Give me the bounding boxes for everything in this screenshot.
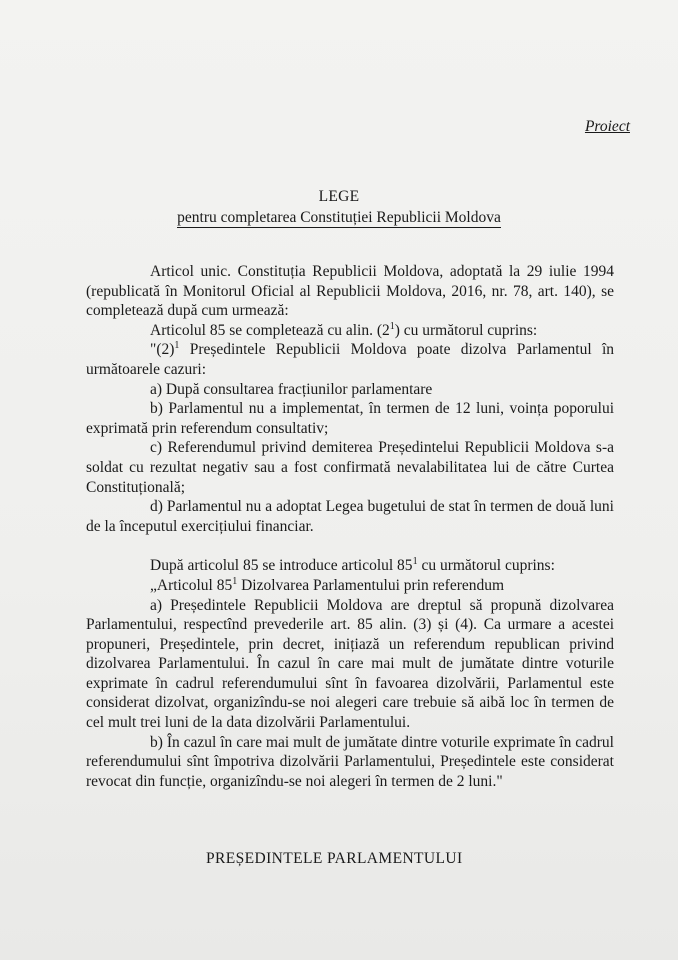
alin-number: "(2) — [150, 341, 175, 359]
art851-intro-superscript: 1 — [412, 556, 418, 568]
paragraph-gap — [86, 536, 614, 556]
art851-intro-tail: cu următorul cuprins: — [417, 557, 555, 575]
law-subtitle — [0, 209, 678, 227]
art851-title — [86, 576, 614, 596]
art851-intro — [86, 556, 614, 576]
item-b: b) Parlamentul nu a implementat, în termen de 12 luni, voința poporului exprimată prin referendum consultativ; — [86, 400, 614, 437]
alin-text: Președintele Republicii Moldova poate dizolva Parlamentul în următoarele cazuri: — [86, 341, 614, 378]
alin-superscript: 1 — [174, 340, 180, 352]
draft-label: Proiect — [584, 118, 630, 135]
art85-intro-superscript: 1 — [389, 320, 395, 332]
item-d: d) Parlamentul nu a adoptat Legea bugetului de stat în termen de două luni de la începutul exercițiului financiar. — [86, 498, 614, 535]
law-body — [86, 262, 614, 791]
law-title: LEGE — [318, 188, 360, 205]
item-a: a) După consultarea fracțiunilor parlamentare — [150, 380, 433, 398]
art851-title-text: „Articolul 85 — [150, 576, 233, 594]
item-c: c) Referendumul privind demiterea Președintelui Republicii Moldova s-a soldat cu rezultat negativ sau a fost confirmată nevalabilitatea lui de către Curtea Constituțională; — [86, 439, 614, 496]
art851-intro-text: După articolul 85 se introduce articolul 85 — [150, 557, 413, 575]
art851-item-b: b) În cazul în care mai mult de jumătate dintre voturile exprimate în cadrul referendumului sînt împotriva dizolvării Parlamentului, Președintele este considerat revocat din funcție, organizîndu-se noi alegeri în termen de 2 luni." — [86, 733, 614, 790]
signature-line: PREȘEDINTELE PARLAMENTULUI — [206, 850, 463, 867]
art85-intro-tail: ) cu următorul cuprins: — [394, 321, 538, 339]
art851-title-tail: Dizolvarea Parlamentului prin referendum — [237, 576, 505, 594]
article-intro: Articol unic. Constituția Republicii Moldova, adoptată la 29 iulie 1994 (republicată în Monitorul Oficial al Republicii Moldova, 2016, nr. 78, art. 140), se completează după cum urmează: — [86, 263, 614, 320]
art851-item-a: a) Președintele Republicii Moldova are dreptul să propună dizolvarea Parlamentului, respectînd prevederile art. 85 alin. (3) și (4). Ca urmare a acestei propuneri, Președintele, prin decret, inițiază un referendum republican privind dizolvarea Parlamentului. În cazul în care mai mult de jumătate dintre voturile exprimate în cadrul referendumului sînt în favoarea dizolvării, Parlamentul este considerat dizolvat, organizîndu-se noi alegeri care trebuie să aibă loc în termen de cel mult trei luni de la data dizolvării Parlamentului. — [86, 596, 614, 732]
art85-intro — [86, 321, 614, 341]
art85-intro-text: Articolul 85 se completează cu alin. (2 — [150, 321, 390, 339]
art851-title-superscript: 1 — [232, 575, 238, 587]
alin-2-1 — [86, 340, 614, 379]
law-subtitle-text: pentru completarea Constituției Republicii Moldova — [177, 209, 501, 226]
